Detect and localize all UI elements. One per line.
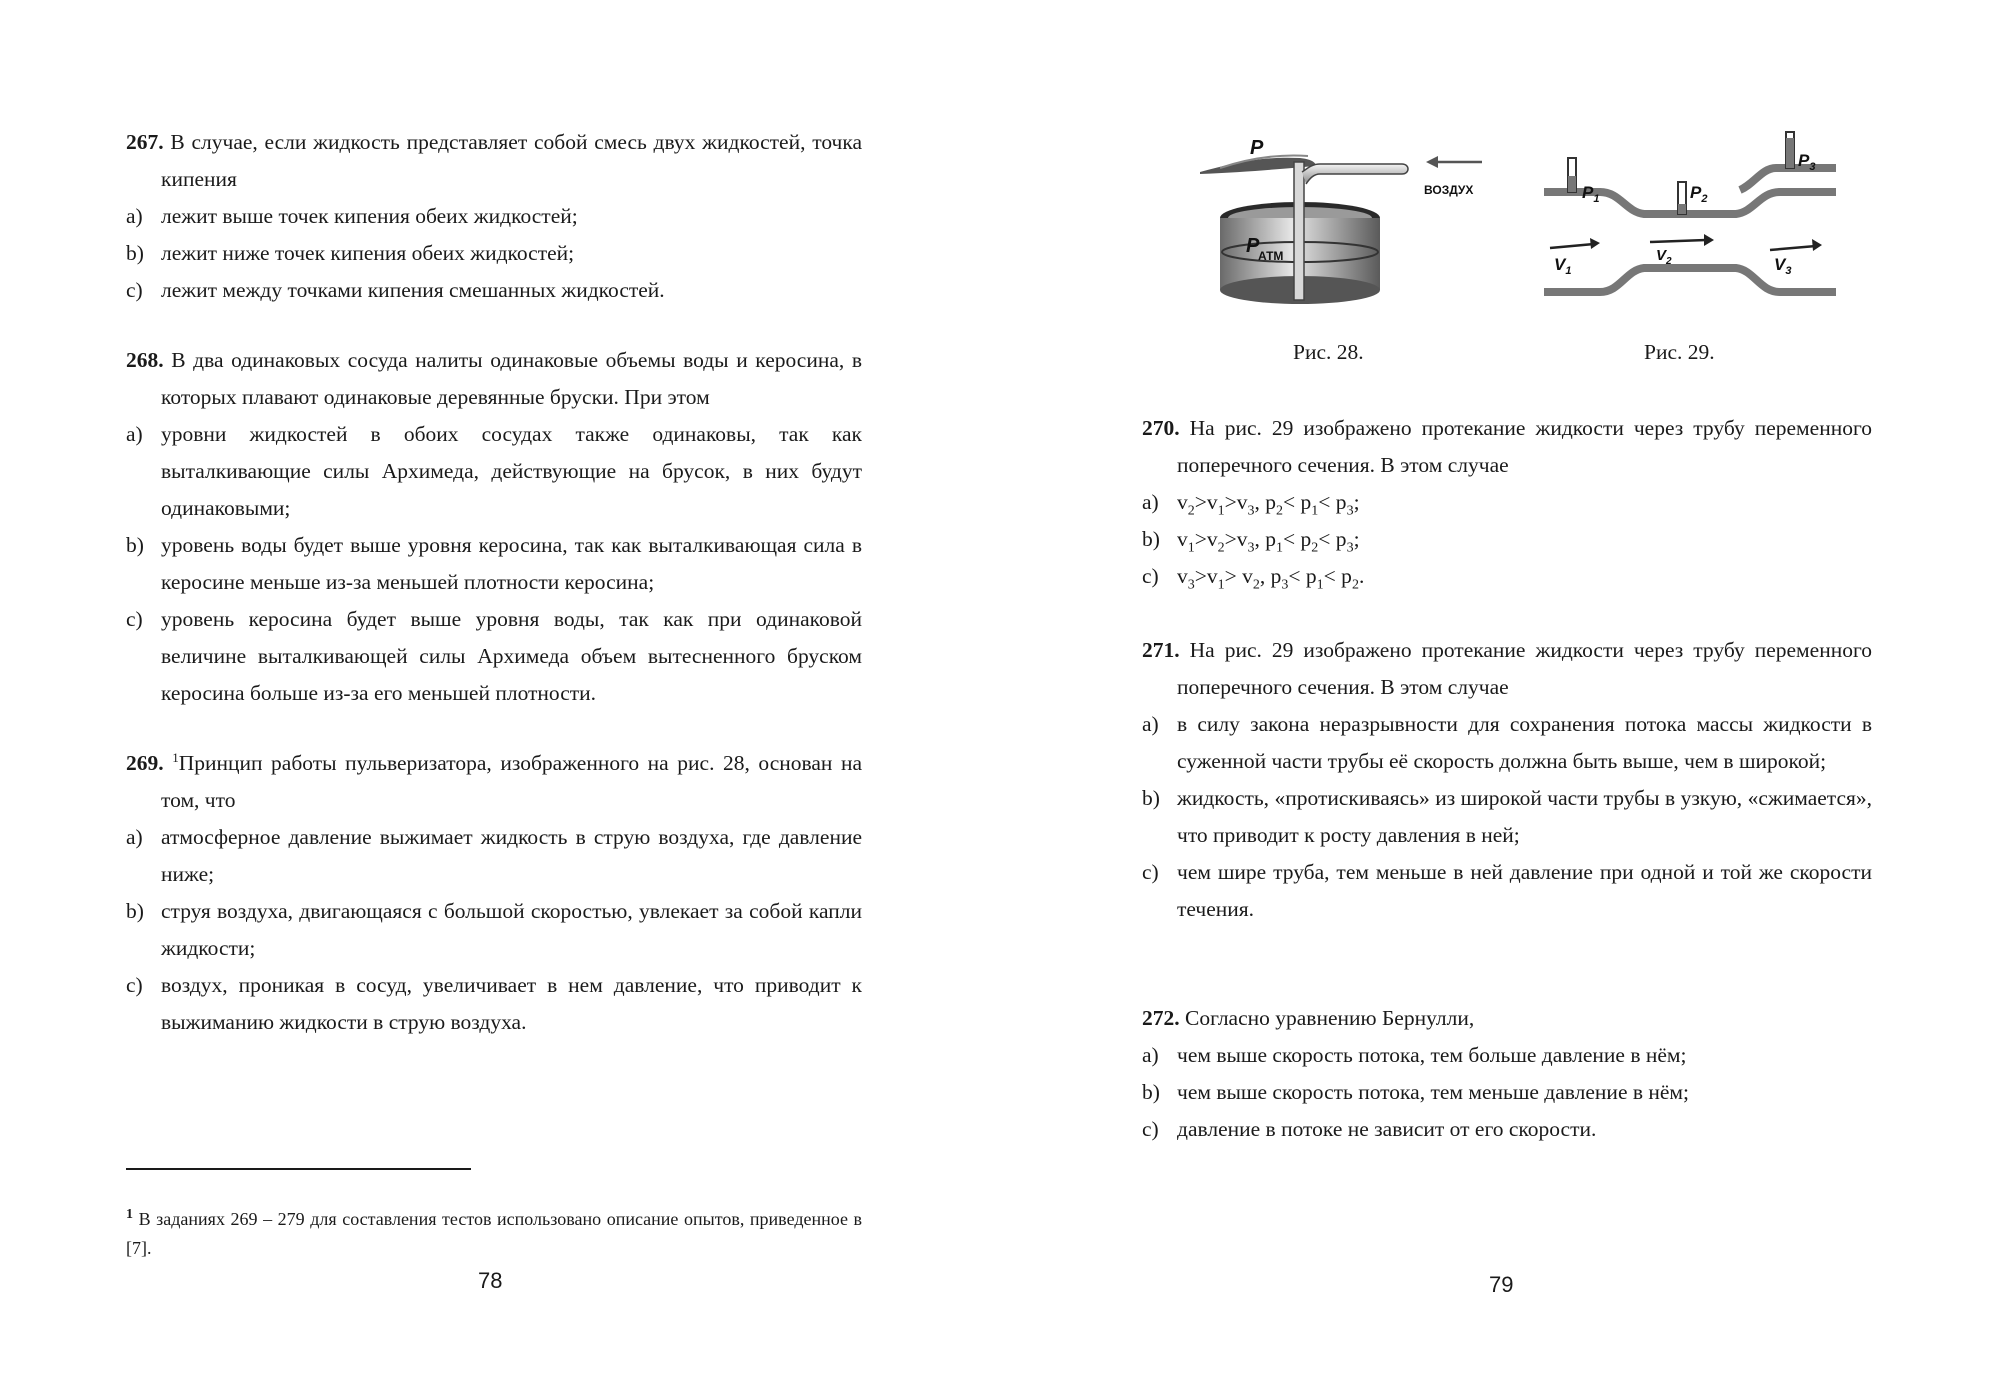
label-p-atm: P (1246, 235, 1260, 257)
question-stem (126, 342, 862, 416)
answer-option-a (126, 819, 862, 893)
label-p1: $P_1$ (1582, 183, 1600, 205)
option-text: чем выше скорость потока, тем меньше давление в нём; (1177, 1080, 1690, 1104)
option-label: b) (1142, 527, 1160, 551)
option-text: чем выше скорость потока, тем больше давление в нём; (1177, 1043, 1687, 1067)
answer-option-b (1142, 1074, 1872, 1111)
question-stem (1142, 410, 1872, 484)
option-text: чем шире труба, тем меньше в ней давление при одной и той же скорости течения. (1177, 860, 1872, 921)
label-v3: $V_3$ (1774, 255, 1792, 277)
option-label: a) (1142, 1043, 1159, 1067)
answer-option-c (1142, 558, 1872, 595)
option-label: b) (126, 899, 144, 923)
answer-option-c (126, 272, 862, 309)
label-atm-sub: АТМ (1258, 249, 1284, 263)
right-page (994, 0, 1989, 1398)
question-number: 268. (126, 348, 164, 372)
option-text: лежит между точками кипения смешанных жидкостей. (161, 278, 665, 302)
answer-option-a (1142, 706, 1872, 780)
option-text: лежит выше точек кипения обеих жидкостей; (161, 204, 578, 228)
flow-arrow-3 (1770, 246, 1816, 250)
option-text: давление в потоке не зависит от его скорости. (1177, 1117, 1597, 1141)
label-p2: $P_2$ (1690, 183, 1708, 205)
question-number: 270. (1142, 416, 1180, 440)
option-label: c) (1142, 860, 1159, 884)
option-label: a) (1142, 712, 1159, 736)
question-number: 271. (1142, 638, 1180, 662)
figure-28-sprayer (1190, 128, 1490, 313)
question-stem (1142, 632, 1872, 706)
question-272 (1142, 1000, 1872, 1148)
question-text: Принцип работы пульверизатора, изображенного на рис. 28, основан на том, что (161, 751, 863, 812)
answer-option-b (126, 893, 862, 967)
label-p3: $P_3$ (1798, 151, 1816, 173)
page-number: 79 (1489, 1272, 1514, 1297)
figure-29-caption: Рис. 29. (1644, 340, 1715, 364)
vertical-tube (1294, 162, 1304, 300)
question-270 (1142, 410, 1872, 595)
option-text: уровень керосина будет выше уровня воды, так как при одинаковой величине выталкивающей силы Архимеда объем вытесненного бруском керосина больше из-за его меньшей плотности. (161, 607, 862, 705)
question-269 (126, 745, 862, 1041)
option-formula: $v_2>v_1>v_3$, $p_2< p_1< p_3$; (1177, 490, 1360, 519)
horizontal-tube (1302, 164, 1408, 184)
option-text: атмосферное давление выжимает жидкость в струю воздуха, где давление ниже; (161, 825, 862, 886)
question-267 (126, 124, 862, 309)
option-text: в силу закона неразрывности для сохранения потока массы жидкости в суженной части трубы её скорость должна быть выше, чем в широкой; (1177, 712, 1872, 773)
option-label: c) (1142, 564, 1159, 588)
answer-option-b (1142, 780, 1872, 854)
question-text: В случае, если жидкость представляет собой смесь двух жидкостей, точка кипения (161, 130, 863, 191)
label-v1: $V_1$ (1554, 255, 1572, 277)
question-number: 269. (126, 751, 164, 775)
question-stem (126, 745, 862, 819)
answer-option-a (1142, 484, 1872, 521)
option-formula: $v_3>v_1> v_2$, $p_3< p_1< p_2$. (1177, 564, 1365, 593)
question-number: 272. (1142, 1006, 1180, 1030)
answer-option-c (1142, 854, 1872, 928)
option-text: струя воздуха, двигающаяся с большой скоростью, увлекает за собой капли жидкости; (161, 899, 862, 960)
option-label: c) (126, 607, 143, 631)
flow-arrow-2 (1650, 240, 1706, 242)
answer-option-b (1142, 521, 1872, 558)
option-label: a) (126, 422, 143, 446)
question-stem (1142, 1000, 1872, 1037)
option-label: b) (126, 533, 144, 557)
option-text: воздух, проникая в сосуд, увеличивает в нем давление, что приводит к выжиманию жидкости в струю воздуха. (161, 973, 862, 1034)
option-text: лежит ниже точек кипения обеих жидкостей; (161, 241, 575, 265)
left-page (0, 0, 994, 1398)
answer-option-a (1142, 1037, 1872, 1074)
question-stem (126, 124, 862, 198)
footnote (126, 1205, 862, 1263)
footnote-mark: 1 (126, 1207, 133, 1222)
option-label: b) (1142, 1080, 1160, 1104)
flow-arrow-1 (1550, 244, 1594, 248)
label-p: P (1250, 137, 1264, 159)
answer-option-c (126, 967, 862, 1041)
option-label: a) (126, 204, 143, 228)
question-text: Согласно уравнению Бернулли, (1185, 1006, 1475, 1030)
option-label: a) (1142, 490, 1159, 514)
question-text: На рис. 29 изображено протекание жидкости через трубу переменного поперечного сечения. В этом случае (1177, 638, 1872, 699)
question-271 (1142, 632, 1872, 928)
question-text: На рис. 29 изображено протекание жидкости через трубу переменного поперечного сечения. В этом случае (1177, 416, 1872, 477)
question-text: В два одинаковых сосуда налиты одинаковые объемы воды и керосина, в которых плавают одинаковые деревянные бруски. При этом (161, 348, 862, 409)
option-label: b) (1142, 786, 1160, 810)
option-label: b) (126, 241, 144, 265)
option-label: c) (1142, 1117, 1159, 1141)
option-text: жидкость, «протискиваясь» из широкой части трубы в узкую, «сжимается», что приводит к росту давления в ней; (1177, 786, 1872, 847)
option-formula: $v_1>v_2>v_3$, $p_1< p_2< p_3$; (1177, 527, 1360, 556)
label-v2: $V_2$ (1656, 247, 1672, 267)
tube-bottom-wall (1544, 268, 1836, 292)
label-air: ВОЗДУХ (1424, 183, 1474, 197)
option-label: c) (126, 278, 143, 302)
option-label: c) (126, 973, 143, 997)
answer-option-c (1142, 1111, 1872, 1148)
footnote-text: В заданиях 269 – 279 для составления тестов использовано описание опытов, приведенное в [7]. (126, 1209, 863, 1258)
option-text: уровни жидкостей в обоих сосудах также одинаковы, так как выталкивающие силы Архимеда, действующие на брусок, в них будут одинаковыми; (161, 422, 862, 520)
answer-option-c (126, 601, 862, 712)
footnote-reference: 1 (172, 749, 179, 765)
question-268 (126, 342, 862, 712)
page-number: 78 (478, 1268, 503, 1293)
answer-option-a (126, 198, 862, 235)
footnote-divider (126, 1168, 471, 1170)
answer-option-b (126, 527, 862, 601)
figure-28-caption: Рис. 28. (1293, 340, 1364, 364)
question-number: 267. (126, 130, 164, 154)
figure-29-venturi-tube (1540, 128, 1840, 313)
option-label: a) (126, 825, 143, 849)
answer-option-a (126, 416, 862, 527)
answer-option-b (126, 235, 862, 272)
option-text: уровень воды будет выше уровня керосина, так как выталкивающая сила в керосине меньше из-за меньшей плотности керосина; (161, 533, 862, 594)
